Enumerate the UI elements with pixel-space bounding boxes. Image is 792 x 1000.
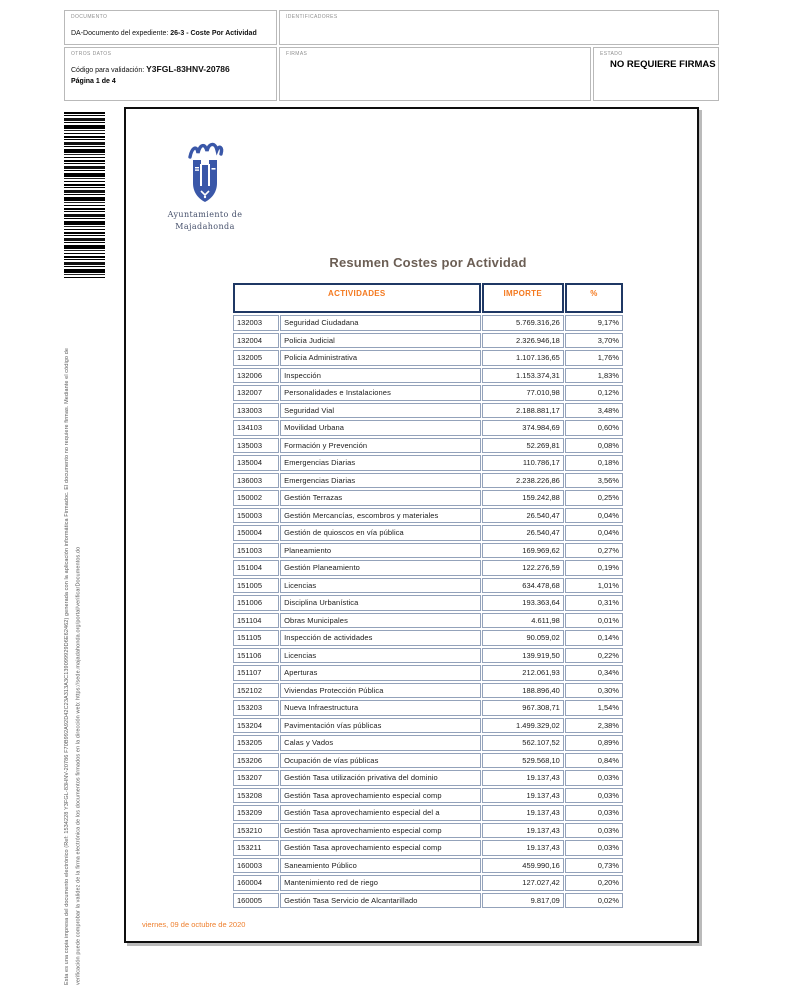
activity-code: 152102 — [233, 683, 279, 699]
activity-importe: 459.990,16 — [482, 858, 564, 874]
table-row — [233, 368, 623, 384]
activity-code: 153203 — [233, 700, 279, 716]
activity-name: Gestión de quioscos en vía pública — [280, 525, 481, 541]
activity-name: Gestión Terrazas — [280, 490, 481, 506]
activity-name: Gestión Tasa aprovechamiento especial comp — [280, 788, 481, 804]
activity-importe: 9.817,09 — [482, 893, 564, 909]
activity-code: 132006 — [233, 368, 279, 384]
activity-code: 151105 — [233, 630, 279, 646]
legal-line-2: verificación puede comprobar la validez de la firma electrónica de los documentos firmados en la dirección web: https://sede.majadahonda.org/portal/verificarDocumentos.do — [75, 546, 82, 985]
activity-name: Saneamiento Público — [280, 858, 481, 874]
activity-name: Viviendas Protección Pública — [280, 683, 481, 699]
activity-name: Seguridad Ciudadana — [280, 315, 481, 331]
activity-pct: 2,38% — [565, 718, 623, 734]
activity-code: 151003 — [233, 543, 279, 559]
org-name-line2: Majadahonda — [175, 221, 235, 231]
activity-name: Nueva Infraestructura — [280, 700, 481, 716]
activity-name: Inspección — [280, 368, 481, 384]
identificadores-label: IDENTIFICADORES — [286, 14, 338, 20]
table-header-row — [233, 283, 623, 313]
activity-pct: 0,30% — [565, 683, 623, 699]
activity-pct: 0,04% — [565, 508, 623, 524]
table-row — [233, 788, 623, 804]
page-indicator: Página 1 de 4 — [71, 78, 116, 85]
activity-code: 153205 — [233, 735, 279, 751]
activity-name: Licencias — [280, 578, 481, 594]
table-row — [233, 350, 623, 366]
activity-name: Calas y Vados — [280, 735, 481, 751]
documento-value: DA-Documento del expediente: 26-3 - Coste Por Actividad — [71, 30, 257, 37]
org-name-line1: Ayuntamiento de — [167, 210, 243, 219]
table-row — [233, 665, 623, 681]
activity-code: 151004 — [233, 560, 279, 576]
activity-code: 153211 — [233, 840, 279, 856]
table-row — [233, 805, 623, 821]
legal-line-1: Esta es una copia impresa del documento electrónico (Ref: 1534228 Y3FGL-83HNV-20786 F70B992A92D42C23A313A3C139099929D6E62462) generada con la aplicación informática Firmadoc. El documento no requiere firmas. Mediante el código de — [64, 347, 70, 985]
table-row — [233, 315, 623, 331]
activity-importe: 2.238.226,86 — [482, 473, 564, 489]
activity-importe: 110.786,17 — [482, 455, 564, 471]
activity-importe: 2.326.946,18 — [482, 333, 564, 349]
activity-importe: 4.611,98 — [482, 613, 564, 629]
activity-name: Pavimentación vías públicas — [280, 718, 481, 734]
majadahonda-logo-icon — [185, 141, 225, 207]
activity-name: Emergencias Diarias — [280, 473, 481, 489]
activity-importe: 2.188.881,17 — [482, 403, 564, 419]
status-badge: NO REQUIERE FIRMAS — [610, 59, 716, 70]
activity-importe: 90.059,02 — [482, 630, 564, 646]
activity-code: 136003 — [233, 473, 279, 489]
table-row — [233, 595, 623, 611]
activity-pct: 0,18% — [565, 455, 623, 471]
activity-code: 132004 — [233, 333, 279, 349]
activity-pct: 0,20% — [565, 875, 623, 891]
document-page — [124, 107, 699, 943]
activity-pct: 0,03% — [565, 823, 623, 839]
table-row — [233, 403, 623, 419]
table-row — [233, 613, 623, 629]
activity-code: 150003 — [233, 508, 279, 524]
activity-importe: 26.540,47 — [482, 508, 564, 524]
table-row — [233, 893, 623, 909]
activity-name: Gestión Tasa aprovechamiento especial comp — [280, 823, 481, 839]
activity-name: Obras Municipales — [280, 613, 481, 629]
page-title: Resumen Costes por Actividad — [329, 255, 527, 270]
codigo-validacion: Código para validación: Y3FGL-83HNV-20786 — [71, 64, 230, 74]
activity-importe: 1.499.329,02 — [482, 718, 564, 734]
activity-pct: 1,01% — [565, 578, 623, 594]
activity-pct: 0,84% — [565, 753, 623, 769]
activity-code: 153207 — [233, 770, 279, 786]
activity-name: Ocupación de vías públicas — [280, 753, 481, 769]
activity-name: Formación y Prevención — [280, 438, 481, 454]
activity-pct: 1,76% — [565, 350, 623, 366]
activity-importe: 122.276,59 — [482, 560, 564, 576]
activity-code: 132007 — [233, 385, 279, 401]
firmas-label: FIRMAS — [286, 51, 308, 57]
activity-pct: 0,03% — [565, 805, 623, 821]
activity-code: 151006 — [233, 595, 279, 611]
activity-pct: 0,73% — [565, 858, 623, 874]
activity-pct: 0,08% — [565, 438, 623, 454]
activity-code: 135004 — [233, 455, 279, 471]
activity-name: Disciplina Urbanística — [280, 595, 481, 611]
footer-date: viernes, 09 de octubre de 2020 — [142, 920, 246, 929]
activity-importe: 1.107.136,65 — [482, 350, 564, 366]
activity-pct: 0,31% — [565, 595, 623, 611]
activity-importe: 127.027,42 — [482, 875, 564, 891]
activity-code: 160005 — [233, 893, 279, 909]
identificadores-field — [279, 10, 719, 45]
table-row — [233, 630, 623, 646]
activity-importe: 212.061,93 — [482, 665, 564, 681]
activity-name: Mantenimiento red de riego — [280, 875, 481, 891]
legal-sidenote — [62, 283, 92, 985]
activity-importe: 193.363,64 — [482, 595, 564, 611]
table-row — [233, 455, 623, 471]
activity-pct: 0,22% — [565, 648, 623, 664]
activity-pct: 0,12% — [565, 385, 623, 401]
column-header-actividades: ACTIVIDADES — [233, 283, 481, 313]
activity-pct: 3,56% — [565, 473, 623, 489]
activity-pct: 0,34% — [565, 665, 623, 681]
activity-pct: 0,89% — [565, 735, 623, 751]
activity-name: Gestión Tasa Servicio de Alcantarillado — [280, 893, 481, 909]
activity-name: Gestión Tasa aprovechamiento especial comp — [280, 840, 481, 856]
table-row — [233, 508, 623, 524]
activity-code: 134103 — [233, 420, 279, 436]
activity-code: 151106 — [233, 648, 279, 664]
activity-code: 153210 — [233, 823, 279, 839]
table-row — [233, 543, 623, 559]
activity-code: 132005 — [233, 350, 279, 366]
activity-name: Policia Administrativa — [280, 350, 481, 366]
activity-importe: 188.896,40 — [482, 683, 564, 699]
activity-name: Planeamiento — [280, 543, 481, 559]
table-row — [233, 560, 623, 576]
activity-name: Seguridad Vial — [280, 403, 481, 419]
table-row — [233, 525, 623, 541]
table-row — [233, 420, 623, 436]
activity-code: 135003 — [233, 438, 279, 454]
activity-importe: 967.308,71 — [482, 700, 564, 716]
activity-name: Gestión Mercancías, escombros y materiales — [280, 508, 481, 524]
activity-name: Gestión Tasa utilización privativa del dominio — [280, 770, 481, 786]
activity-pct: 3,48% — [565, 403, 623, 419]
activity-code: 153204 — [233, 718, 279, 734]
activity-code: 150002 — [233, 490, 279, 506]
activity-importe: 634.478,68 — [482, 578, 564, 594]
activity-code: 151104 — [233, 613, 279, 629]
estado-field — [593, 47, 719, 101]
activity-pct: 0,04% — [565, 525, 623, 541]
table-row — [233, 753, 623, 769]
activity-pct: 0,19% — [565, 560, 623, 576]
activity-importe: 19.137,43 — [482, 805, 564, 821]
table-row — [233, 823, 623, 839]
activity-pct: 0,14% — [565, 630, 623, 646]
activity-name: Policia Judicial — [280, 333, 481, 349]
table-row — [233, 840, 623, 856]
activity-importe: 374.984,69 — [482, 420, 564, 436]
activity-importe: 26.540,47 — [482, 525, 564, 541]
table-row — [233, 648, 623, 664]
activity-code: 160004 — [233, 875, 279, 891]
activity-importe: 77.010,98 — [482, 385, 564, 401]
activity-name: Aperturas — [280, 665, 481, 681]
activity-name: Emergencias Diarias — [280, 455, 481, 471]
activity-code: 153209 — [233, 805, 279, 821]
activity-pct: 0,60% — [565, 420, 623, 436]
cost-table — [232, 281, 624, 910]
activity-pct: 0,03% — [565, 840, 623, 856]
documento-field — [64, 10, 277, 45]
activity-name: Inspección de actividades — [280, 630, 481, 646]
activity-pct: 0,27% — [565, 543, 623, 559]
table-row — [233, 578, 623, 594]
table-row — [233, 438, 623, 454]
activity-importe: 5.769.316,26 — [482, 315, 564, 331]
activity-importe: 159.242,88 — [482, 490, 564, 506]
activity-importe: 169.969,62 — [482, 543, 564, 559]
activity-pct: 0,03% — [565, 788, 623, 804]
org-name — [130, 209, 280, 232]
activity-code: 151107 — [233, 665, 279, 681]
table-row — [233, 683, 623, 699]
activity-importe: 52.269,81 — [482, 438, 564, 454]
table-row — [233, 700, 623, 716]
table-row — [233, 770, 623, 786]
activity-name: Personalidades e Instalaciones — [280, 385, 481, 401]
activity-importe: 19.137,43 — [482, 788, 564, 804]
activity-name: Licencias — [280, 648, 481, 664]
activity-pct: 0,02% — [565, 893, 623, 909]
activity-name: Gestión Planeamiento — [280, 560, 481, 576]
activity-code: 153208 — [233, 788, 279, 804]
activity-pct: 1,83% — [565, 368, 623, 384]
activity-pct: 3,70% — [565, 333, 623, 349]
activity-pct: 0,25% — [565, 490, 623, 506]
estado-label: ESTADO — [600, 51, 623, 57]
table-row — [233, 875, 623, 891]
activity-importe: 1.153.374,31 — [482, 368, 564, 384]
barcode-icon — [64, 112, 105, 278]
table-row — [233, 718, 623, 734]
activity-code: 153206 — [233, 753, 279, 769]
activity-code: 132003 — [233, 315, 279, 331]
table-row — [233, 735, 623, 751]
activity-code: 160003 — [233, 858, 279, 874]
activity-code: 150004 — [233, 525, 279, 541]
table-row — [233, 473, 623, 489]
activity-importe: 139.919,50 — [482, 648, 564, 664]
activity-code: 133003 — [233, 403, 279, 419]
activity-code: 151005 — [233, 578, 279, 594]
activity-importe: 562.107,52 — [482, 735, 564, 751]
firmas-field — [279, 47, 591, 101]
documento-label: DOCUMENTO — [71, 14, 108, 20]
cost-table-body — [233, 315, 623, 908]
otros-datos-field — [64, 47, 277, 101]
activity-importe: 19.137,43 — [482, 823, 564, 839]
column-header-pct: % — [565, 283, 623, 313]
table-row — [233, 385, 623, 401]
activity-pct: 1,54% — [565, 700, 623, 716]
activity-importe: 529.568,10 — [482, 753, 564, 769]
table-row — [233, 490, 623, 506]
column-header-importe: IMPORTE — [482, 283, 564, 313]
activity-importe: 19.137,43 — [482, 840, 564, 856]
activity-name: Movilidad Urbana — [280, 420, 481, 436]
activity-pct: 9,17% — [565, 315, 623, 331]
otros-datos-label: OTROS DATOS — [71, 51, 112, 57]
activity-name: Gestión Tasa aprovechamiento especial del a — [280, 805, 481, 821]
activity-pct: 0,03% — [565, 770, 623, 786]
activity-pct: 0,01% — [565, 613, 623, 629]
table-row — [233, 858, 623, 874]
table-row — [233, 333, 623, 349]
activity-importe: 19.137,43 — [482, 770, 564, 786]
